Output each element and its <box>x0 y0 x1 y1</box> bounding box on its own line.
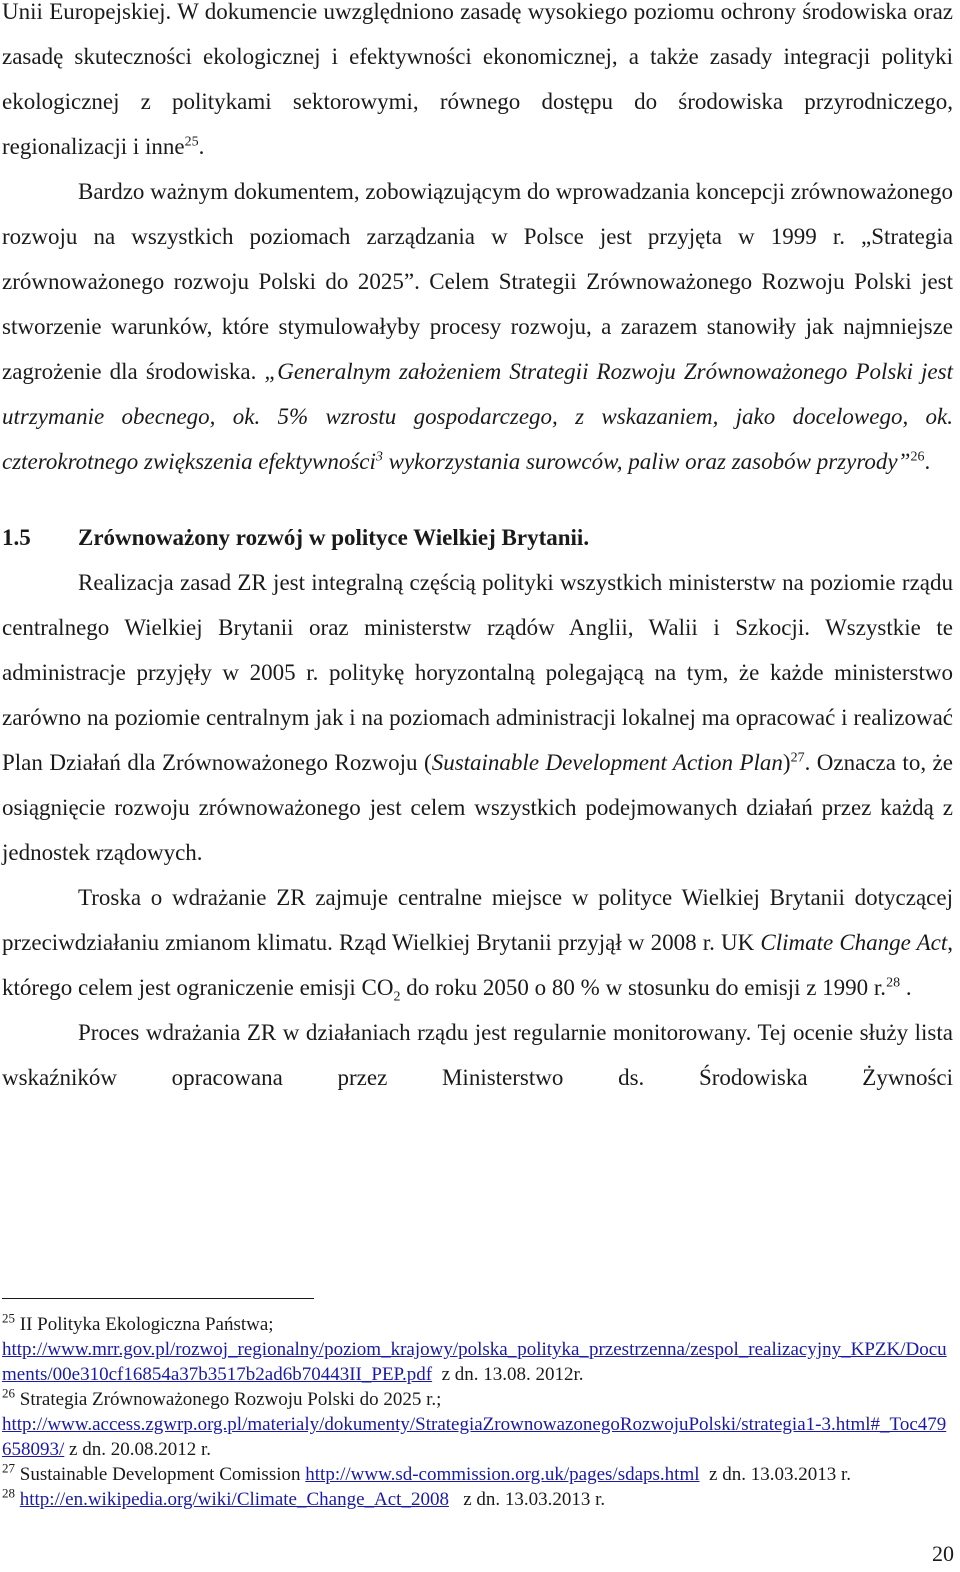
paragraph-3-text: Realizacja zasad ZR jest integralną częścią polityki wszystkich ministerstw na poziomie rządu centralnego Wielkiej Brytanii oraz ministerstw rządów Anglii, Walii i Szkocji. Wszystkie te administracje przyjęły w 2005 r. politykę horyzontalną polegającą na tym, że każde ministerstwo zarówno na poziomie centralnym jak i na poziomach administracji lokalnej ma opracować i realizować Plan Działań dla Zrównoważonego Rozwoju ( <box>2 570 953 775</box>
paragraph-5 <box>2 1010 953 1100</box>
co2-subscript: 2 <box>393 989 401 1005</box>
footnote-ref-28[interactable]: 28 <box>886 975 901 991</box>
footnote-ref-25[interactable]: 25 <box>184 134 199 150</box>
footnote-date: z dn. 13.08. 2012r. <box>432 1364 584 1385</box>
footnote-text: II Polityka Ekologiczna Państwa; <box>15 1314 274 1335</box>
footnote-link[interactable]: http://en.wikipedia.org/wiki/Climate_Change_Act_2008 <box>19 1489 449 1510</box>
paragraph-3-paren: ) <box>782 750 791 775</box>
footnote-ref-27[interactable]: 27 <box>790 750 805 766</box>
footnote-number: 27 <box>2 1460 15 1476</box>
footnote-number: 28 <box>2 1485 15 1501</box>
climate-act-name: Climate Change Act <box>760 930 948 955</box>
footnote-ref-26[interactable]: 26 <box>910 449 925 465</box>
footnote-link[interactable]: http://www.access.zgwrp.org.pl/materialy/dokumenty/StrategiaZrownowazonegoRozwojuPolski/strategia1-3.html#_Toc479658093/ <box>2 1414 947 1460</box>
footnote-text: Strategia Zrównoważonego Rozwoju Polski do 2025 r.; <box>15 1389 442 1410</box>
paragraph-2-text: Bardzo ważnym dokumentem, zobowiązującym do wprowadzania koncepcji zrównoważonego rozwoju na wszystkich poziomach zarządzania w Polsce jest przyjęta w 1999 r. „Strategia zrównoważonego rozwoju Polski do 2025”. Celem Strategii Zrównoważonego Rozwoju Polski jest stworzenie warunków, które stymulowałyby procesy rozwoju, a zarazem stanowiły jak najmniejsze zagrożenie dla środowiska. <box>2 179 953 384</box>
paragraph-1-text: Unii Europejskiej. W dokumencie uwzględniono zasadę wysokiego poziomu ochrony środowiska oraz zasadę skuteczności ekologicznej i efektywności ekonomicznej, a także zasady integracji polityki ekologicznej z politykami sektorowymi, równego dostępu do środowiska przyrodniczego, regionalizacji i inne <box>2 0 953 159</box>
strategy-quote-part2: wykorzystania surowców, paliw oraz zasobów przyrody” <box>382 449 911 474</box>
paragraph-3-text-end: . Oznacza to, że osiągnięcie rozwoju zrównoważonego jest celem wszystkich podejmowanych działań przez każdą z jednostek rządowych. <box>2 750 953 865</box>
footnote-number: 25 <box>2 1310 15 1326</box>
page-number: 20 <box>932 1541 954 1566</box>
paragraph-4-end: . <box>900 975 912 1000</box>
paragraph-4 <box>2 875 953 1010</box>
footnote-number: 26 <box>2 1385 15 1401</box>
footnotes <box>2 1312 953 1512</box>
paragraph-3 <box>2 560 953 875</box>
section-title: Zrównoważony rozwój w polityce Wielkiej Brytanii. <box>78 525 590 550</box>
footnote-date: z dn. 13.03.2013 r. <box>448 1489 606 1510</box>
footnote-link[interactable]: http://www.sd-commission.org.uk/pages/sdaps.html <box>305 1464 700 1485</box>
paragraph-4-text-mid: , którego celem jest ograniczenie emisji CO <box>2 930 953 1000</box>
footnote-link[interactable]: http://www.mrr.gov.pl/rozwoj_regionalny/poziom_krajowy/polska_polityka_przestrzenna/zespol_realizacyjny_KPZK/Documents/00e310cf16854a37b3517b2ad6b70443II_PEP.pdf <box>2 1339 947 1385</box>
paragraph-1-end: . <box>198 134 205 159</box>
footnote-28 <box>2 1487 953 1512</box>
sdap-name: Sustainable Development Action Plan <box>431 750 783 775</box>
strategy-quote-part1: „Generalnym założeniem Strategii Rozwoju Zrównoważonego Polski jest utrzymanie obecnego, ok. 5% wzrostu gospodarczego, z wskazaniem, jako docelowego, ok. czterokrotnego zwiększenia efektywności <box>2 359 953 474</box>
footnote-text: Sustainable Development Comission <box>15 1464 306 1485</box>
paragraph-2 <box>2 169 953 484</box>
footnote-25 <box>2 1312 953 1387</box>
section-heading <box>2 515 953 560</box>
footnote-ref-3: 3 <box>375 449 383 465</box>
document-page <box>2 0 953 1100</box>
paragraph-4-text-end: do roku 2050 o 80 % w stosunku do emisji z 1990 r. <box>400 975 887 1000</box>
paragraph-4-text: Troska o wdrażanie ZR zajmuje centralne miejsce w polityce Wielkiej Brytanii dotyczącej przeciwdziałaniu zmianom klimatu. Rząd Wielkiej Brytanii przyjął w 2008 r. UK <box>2 885 953 955</box>
paragraph-5-text: Proces wdrażania ZR w działaniach rządu jest regularnie monitorowany. Tej ocenie służy lista wskaźników opracowana przez Ministerstwo ds. Środowiska Żywności <box>2 1020 953 1090</box>
footnote-date: z dn. 20.08.2012 r. <box>64 1439 211 1460</box>
section-number: 1.5 <box>2 525 31 550</box>
footnote-separator <box>2 1298 314 1299</box>
footnote-27 <box>2 1462 953 1487</box>
paragraph-2-end: . <box>924 449 931 474</box>
paragraph-1 <box>2 0 953 169</box>
footnote-date: z dn. 13.03.2013 r. <box>699 1464 851 1485</box>
footnote-26 <box>2 1387 953 1462</box>
